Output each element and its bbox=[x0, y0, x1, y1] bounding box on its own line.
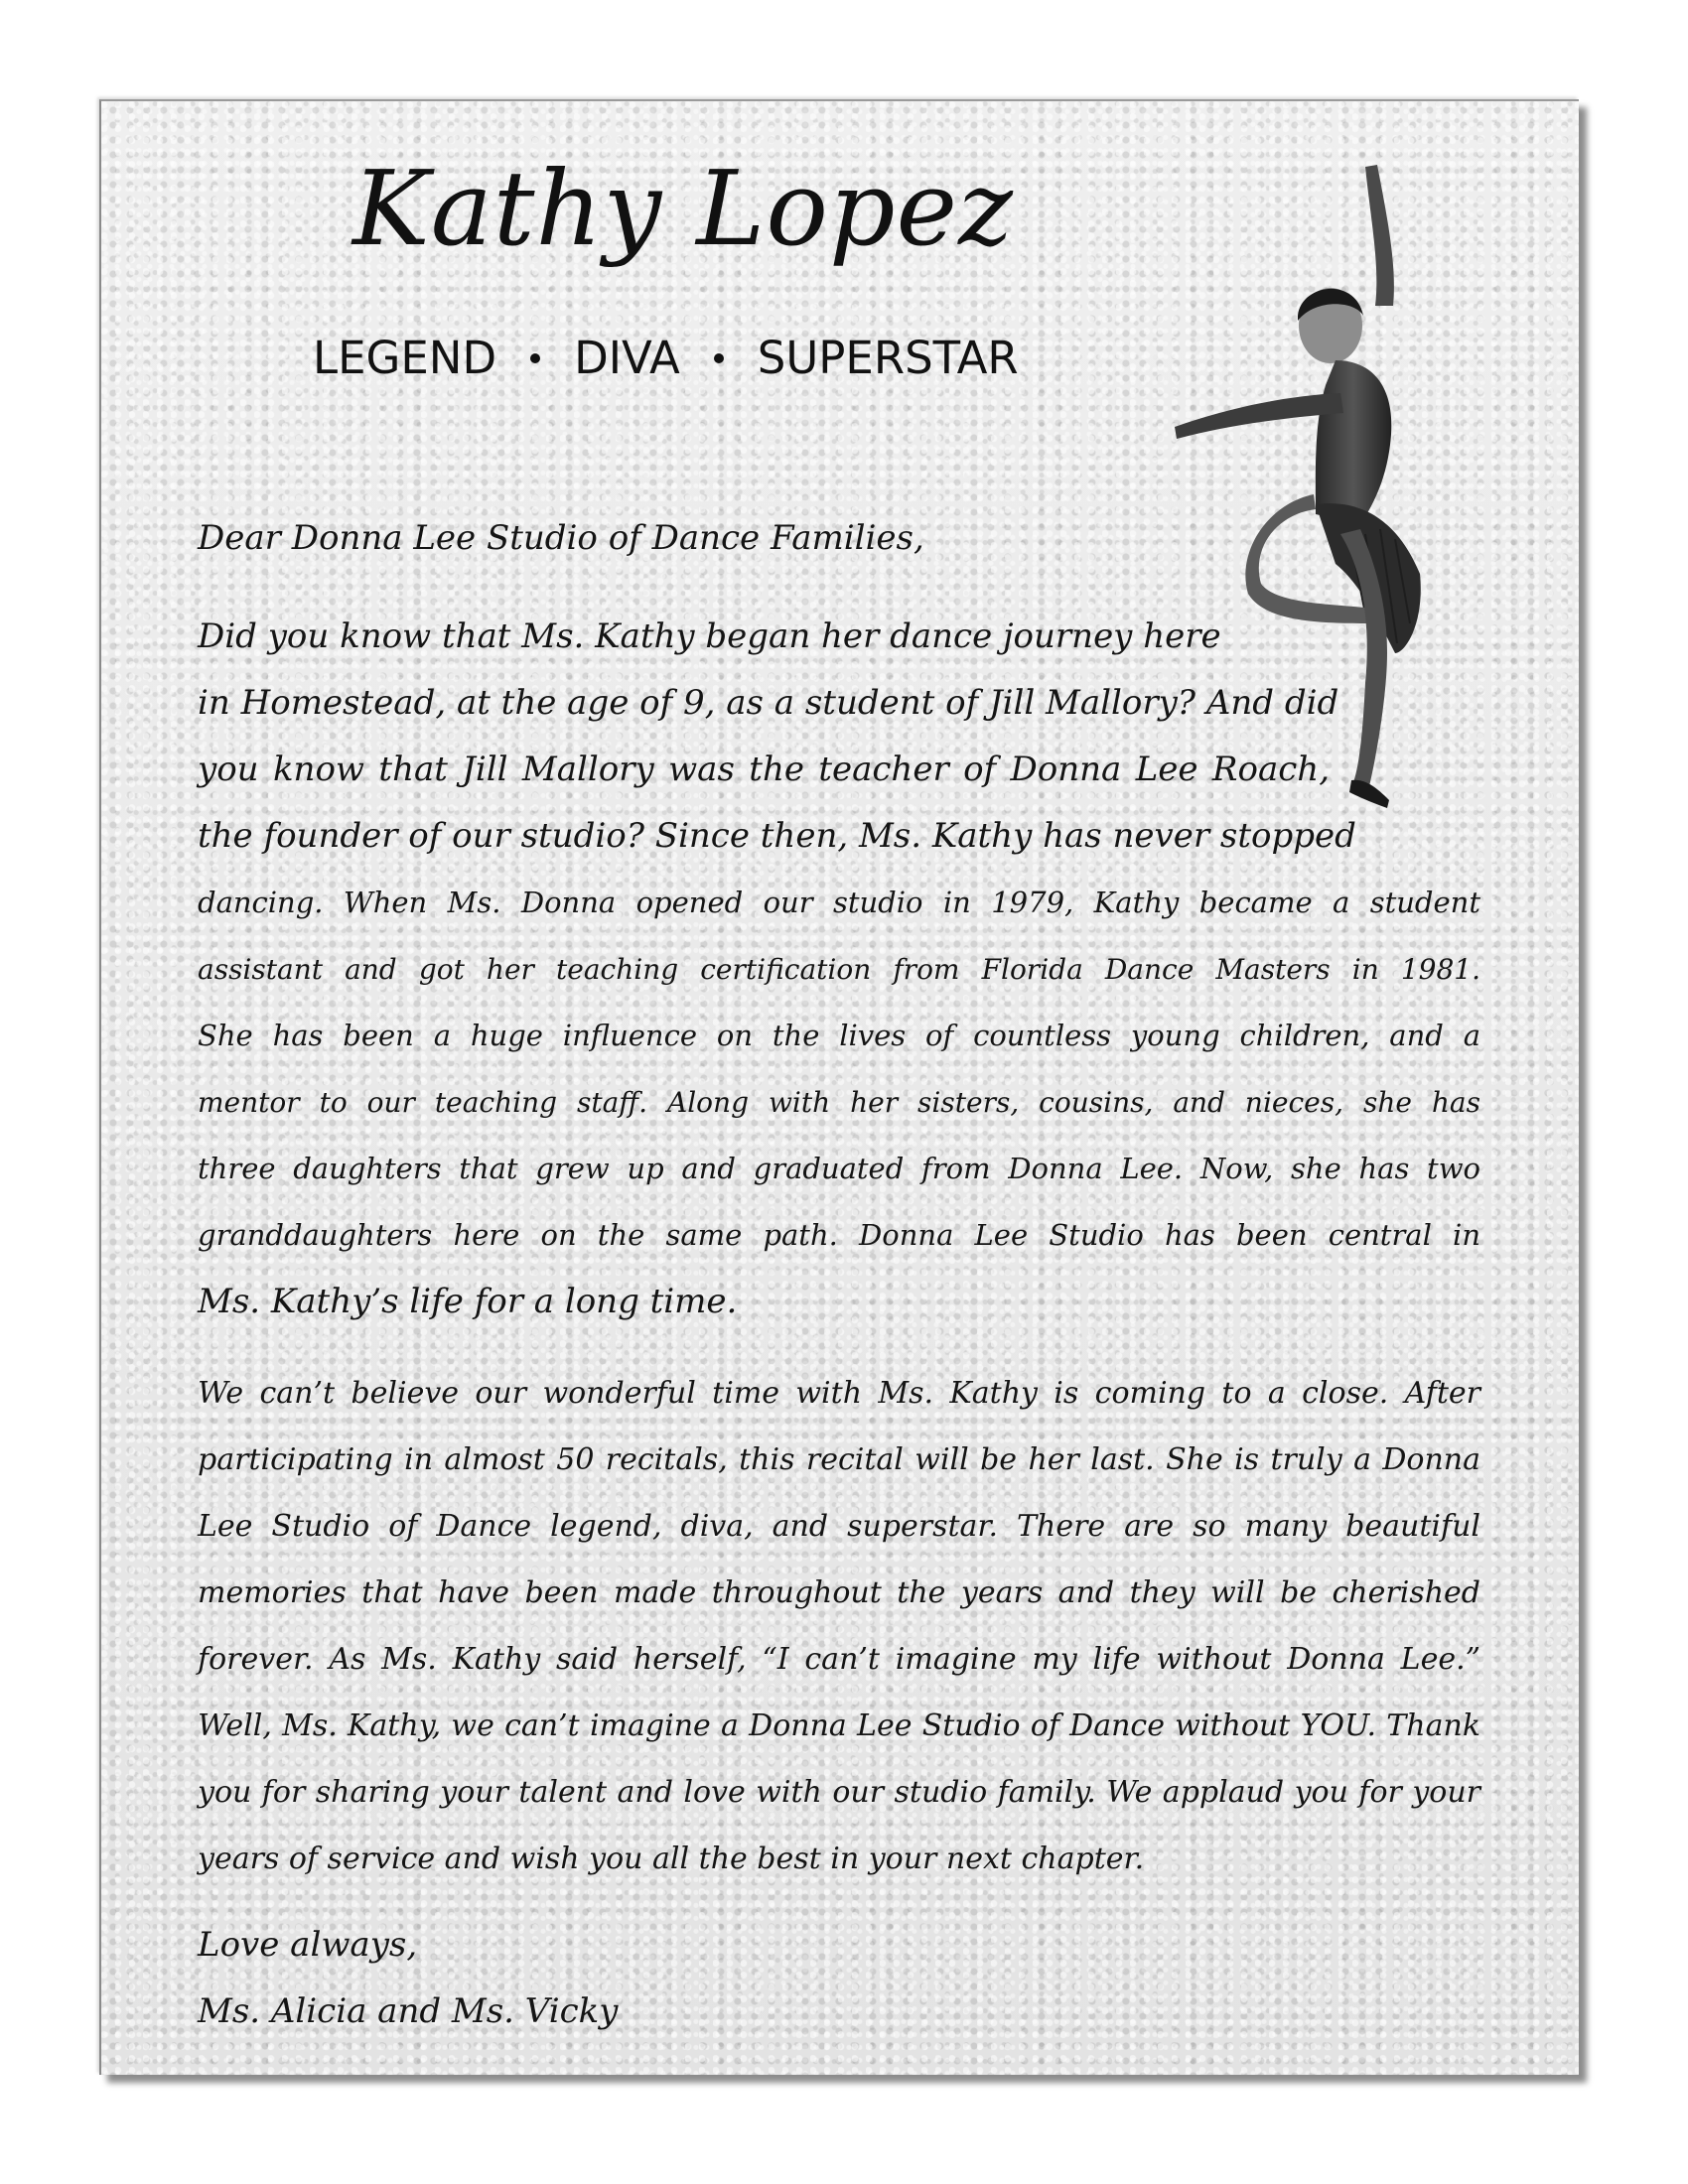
paragraph-line: dancing. When Ms. Donna opened our studio in 1979, Kathy became a student bbox=[198, 886, 1480, 919]
tagline-word-legend: LEGEND bbox=[313, 332, 497, 384]
paragraph-line: assistant and got her teaching certification from Florida Dance Masters in 1981. bbox=[198, 953, 1480, 986]
paragraph-2: We can’t believe our wonderful time with Ms. Kathy is coming to a close. After participating in almost 50 recitals, this recital will be her last. She is truly a Donna Lee Studio of Dance legend, diva, and superstar. There are so many beautiful memories that have been made throughout the years and they will be cherished forever. As Ms. Kathy said herself, “I can’t imagine my life without Donna Lee.” Well, Ms. Kathy, we can’t imagine a Donna Lee Studio of Dance without YOU. Thank you for sharing your talent and love with our studio family. We applaud you for your years of service and wish you all the best in your next chapter. bbox=[198, 1376, 1480, 1876]
tagline bbox=[313, 331, 1067, 386]
salutation: Dear Donna Lee Studio of Dance Families, bbox=[198, 518, 924, 558]
closing: Love always, bbox=[198, 1925, 418, 1965]
paragraph-line: Ms. Kathy’s life for a long time. bbox=[198, 1282, 738, 1321]
paragraph-line: the founder of our studio? Since then, Ms. Kathy has never stopped bbox=[198, 816, 1356, 856]
paragraph-line: Did you know that Ms. Kathy began her dance journey here bbox=[198, 616, 1221, 656]
bullet-icon bbox=[530, 353, 540, 363]
signature: Ms. Alicia and Ms. Vicky bbox=[198, 1991, 619, 2031]
paragraph-line: granddaughters here on the same path. Donna Lee Studio has been central in bbox=[198, 1218, 1480, 1252]
paragraph-line: She has been a huge influence on the lives of countless young children, and a bbox=[198, 1019, 1480, 1052]
paragraph-line: three daughters that grew up and graduated from Donna Lee. Now, she has two bbox=[198, 1152, 1480, 1185]
page-title: Kathy Lopez bbox=[352, 148, 1014, 269]
paragraph-1 bbox=[198, 604, 1480, 1335]
paragraph-line: you know that Jill Mallory was the teacher of Donna Lee Roach, bbox=[198, 750, 1330, 789]
paragraph-line: in Homestead, at the age of 9, as a student of Jill Mallory? And did bbox=[198, 683, 1339, 723]
tagline-word-superstar: SUPERSTAR bbox=[757, 332, 1019, 384]
paragraph-line: mentor to our teaching staff. Along with her sisters, cousins, and nieces, she has bbox=[198, 1086, 1480, 1119]
bullet-icon bbox=[714, 353, 724, 363]
tagline-word-diva: DIVA bbox=[574, 332, 680, 384]
